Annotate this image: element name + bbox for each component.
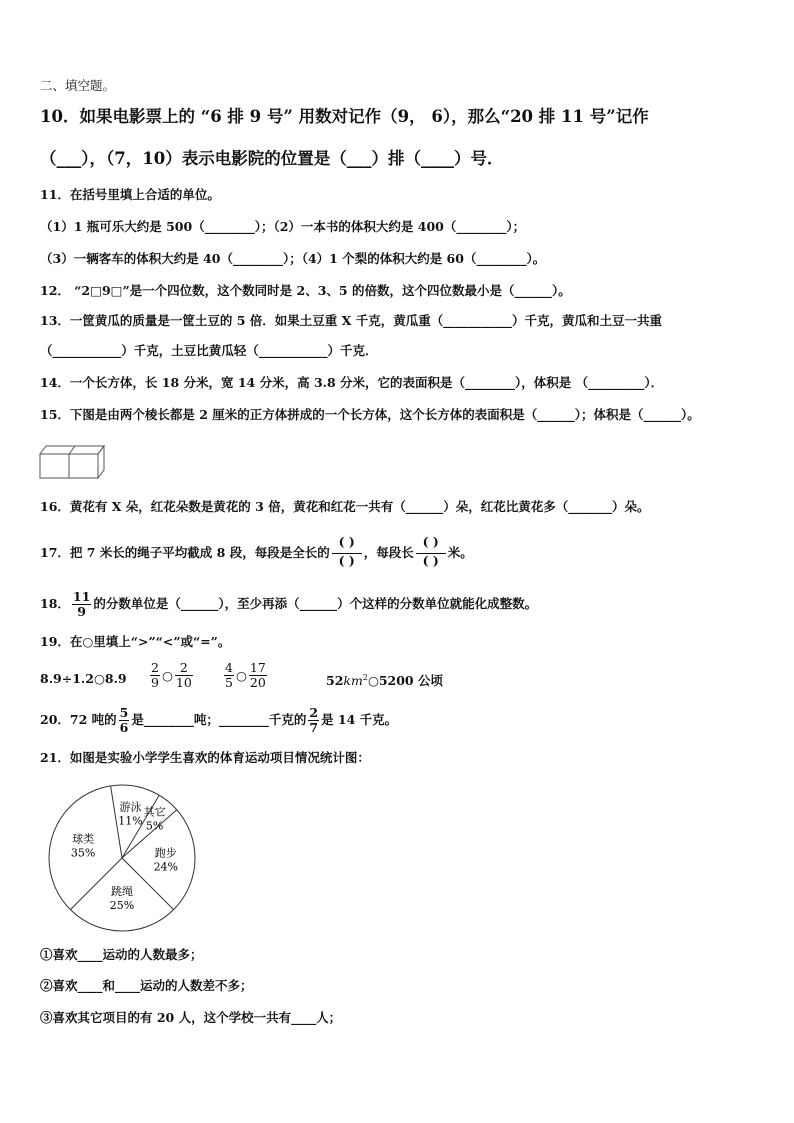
q12: 12． “2□9□”是一个四位数，这个数同时是 2、3、5 的倍数，这个四位数最小是（______）。 (40, 283, 571, 298)
pie-category-label: 其它 (143, 805, 166, 819)
q19-item2 (148, 661, 195, 690)
q19-item3-b-numerator: 17 (249, 660, 266, 675)
q21-stem: 21．如图是实验小学学生喜欢的体育运动项目情况统计图： (40, 750, 370, 765)
q19-item4-unit: km (343, 673, 363, 688)
pie-slice-label (118, 800, 142, 828)
q17 (40, 535, 473, 572)
q19-item4-value: 52 (326, 673, 344, 688)
q17-blank-denominator-1: ( ) (338, 553, 355, 568)
q19-item3-circle: ○ (235, 667, 247, 683)
q19-item2-a-denominator: 9 (151, 674, 159, 690)
q11-row1: （1）1 瓶可乐大约是 500（________）；（2）一本书的体积大约是 400（________）； (40, 219, 526, 234)
q17-text3: 米。 (447, 545, 473, 560)
q13-line1: 13．一筐黄瓜的质量是一筐土豆的 5 倍．如果土豆重 X 千克，黄瓜重（___________）千克，黄瓜和土豆一共重 (40, 313, 662, 328)
pie-chart (30, 780, 220, 940)
q20-fraction1-denominator: 6 (119, 719, 129, 735)
q20-text1: 20．72 吨的 (40, 711, 117, 727)
q21-sub3: ③喜欢其它项目的有 20 人，这个学校一共有____人； (40, 1010, 342, 1025)
q11-row2: （3）一辆客车的体积大约是 40（________）；（4）1 个梨的体积大约是 60（________）。 (40, 251, 546, 266)
q21-sub2: ②喜欢____和____运动的人数差不多； (40, 978, 253, 993)
q20-text2: 是________吨；________千克的 (131, 711, 307, 727)
q18-fraction-numerator: 11 (72, 589, 91, 604)
pie-percent-label: 5% (145, 819, 164, 833)
q18-fraction-denominator: 9 (77, 603, 86, 619)
q19-item4-rest: ○5200 公顷 (367, 673, 443, 688)
pie-category-label: 球类 (72, 832, 95, 846)
q20 (40, 706, 397, 735)
pie-percent-label: 24% (153, 860, 179, 874)
q19-item2-b-numerator: 2 (175, 661, 193, 676)
q16: 16．黄花有 X 朵，红花朵数是黄花的 3 倍，黄花和红花一共有（______）朵，红花比黄花多（_______）朵。 (40, 499, 650, 514)
pie-percent-label: 35% (70, 846, 96, 860)
q19-item4-exponent: 2 (362, 672, 368, 682)
q20-text3: 是 14 千克。 (321, 711, 398, 727)
q19-item1: 8.9÷1.2○8.9 (40, 671, 127, 686)
pie-category-label: 跳绳 (111, 885, 133, 899)
q17-blank-numerator-1: ( ) (332, 535, 362, 554)
q19-stem: 19．在○里填上“>”“<”或“=”。 (40, 634, 231, 649)
pie-percent-label: 11% (118, 814, 143, 828)
q20-fraction2-denominator: 7 (309, 719, 319, 735)
q20-fraction1-numerator: 5 (119, 705, 129, 720)
q19-item3 (222, 661, 269, 690)
q19-item3-a-numerator: 4 (225, 660, 233, 675)
q19-item2-circle: ○ (161, 667, 173, 683)
q19-item4 (326, 671, 443, 689)
q10-line1: 10．如果电影票上的 “6 排 9 号” 用数对记作（9， 6），那么“20 排 11 号”记作 (40, 107, 649, 126)
q13-line2: （___________）千克，土豆比黄瓜轻（___________）千克． (40, 343, 378, 358)
q21-sub1: ①喜欢____运动的人数最多； (40, 947, 203, 962)
pie-category-label: 跑步 (154, 846, 177, 860)
q19-item3-a-denominator: 5 (225, 674, 233, 690)
pie-slice-label (144, 806, 166, 833)
q20-fraction2-numerator: 2 (309, 705, 319, 720)
pie-slice-label (110, 884, 134, 912)
q18-text: 的分数单位是（______），至少再添（______）个这样的分数单位就能化成整数。 (93, 595, 538, 611)
q15: 15．下图是由两个棱长都是 2 厘米的正方体拼成的一个长方体，这个长方体的表面积是（______）；体积是（______）。 (40, 407, 700, 422)
section-title: 二、填空题。 (40, 78, 116, 93)
q10-line2: （___），（7，10）表示电影院的位置是（___）排（____）号． (40, 149, 504, 168)
cuboid-figure (36, 440, 108, 480)
q18-fraction (72, 590, 91, 619)
q11-stem: 11．在括号里填上合适的单位。 (40, 187, 220, 202)
pie-slice-label (154, 845, 178, 873)
q17-text1: 17．把 7 米长的绳子平均截成 8 段，每段是全长的 (40, 545, 330, 560)
pie-slice-label (71, 831, 95, 859)
q17-blank-fraction-2 (416, 535, 446, 572)
pie-percent-label: 25% (109, 899, 135, 913)
pie-category-label: 游泳 (119, 800, 142, 814)
q14: 14．一个长方体，长 18 分米，宽 14 分米，高 3.8 分米，它的表面积是（________），体积是 （_________）． (40, 375, 664, 390)
q19-item3-b-denominator: 20 (249, 674, 266, 690)
q17-blank-denominator-2: ( ) (422, 553, 439, 568)
q17-text2: ，每段长 (363, 545, 414, 560)
q17-blank-numerator-2: ( ) (416, 535, 446, 554)
q19-item2-a-numerator: 2 (151, 660, 159, 675)
q19-item2-b-denominator: 10 (175, 674, 192, 690)
q18: 18． $\frac{11}{9}$ 的分数单位是（______），至少再添（______）个这样的分数单位就能化成整数。 (40, 589, 538, 619)
q17-blank-fraction-1 (332, 535, 362, 572)
